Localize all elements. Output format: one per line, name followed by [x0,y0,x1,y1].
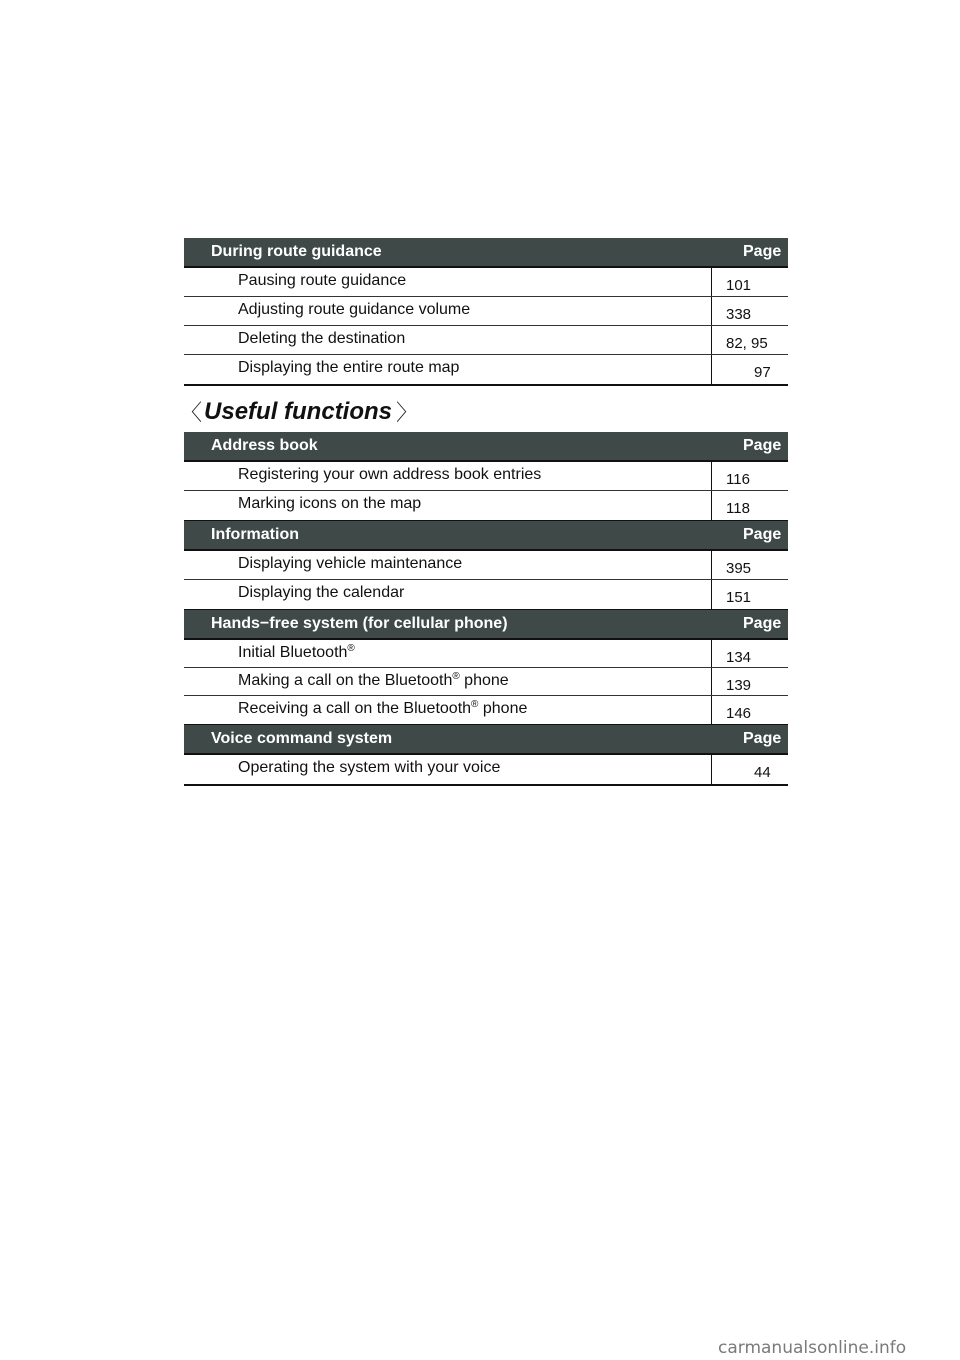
table-row [184,696,788,724]
page-number: 146 [711,696,788,724]
table-header [184,609,788,640]
table-row [184,491,788,520]
row-label: Displaying the calendar [238,584,405,601]
table-row [184,462,788,491]
row-label-text: Initial Bluetooth [238,644,348,661]
table-row [184,580,788,609]
row-label-suffix: phone [459,672,509,689]
row-label-text: Receiving a call on the Bluetooth [238,700,472,717]
page-number: 101 [711,268,788,296]
table-row [184,297,788,326]
table-row [184,551,788,580]
section-title-text: Useful functions [204,397,393,425]
header-title: Hands−free system (for cellular phone) [211,615,508,632]
table-header [184,520,788,551]
row-label: Deleting the destination [238,330,406,347]
row-label-suffix: phone [478,700,528,717]
page-number: 134 [711,640,788,667]
table-row [184,268,788,297]
page-number: 151 [711,580,788,609]
page-number: 118 [711,491,788,520]
page-number: 338 [711,297,788,325]
row-label: Registering your own address book entries [238,466,542,483]
page-column-label: Page [743,615,782,632]
watermark: carmanualsonline.info [718,1338,907,1358]
section-title [180,396,418,427]
table-row [184,668,788,696]
header-title: During route guidance [211,243,382,260]
page-column-label: Page [743,526,782,543]
row-label: Operating the system with your voice [238,759,501,776]
row-label: Displaying the entire route map [238,359,460,376]
table-header [184,238,788,268]
registered-mark: ® [347,643,355,654]
row-label-text: Making a call on the Bluetooth [238,672,453,689]
open-bracket: 〈 [180,400,203,425]
row-label: Pausing route guidance [238,272,407,289]
page-column-label: Page [743,437,782,454]
page-number: 97 [711,355,788,384]
route-guidance-table [184,238,788,386]
row-label [184,668,711,695]
registered-mark: ® [471,699,479,710]
page-number: 44 [711,755,788,784]
header-title: Voice command system [211,730,393,747]
page-number: 395 [711,551,788,579]
header-title: Information [211,526,299,543]
table-row [184,755,788,784]
page-column-label: Page [743,243,782,260]
row-label [184,696,711,724]
row-label: Marking icons on the map [238,495,422,512]
page-number: 116 [711,462,788,490]
header-title: Address book [211,437,318,454]
page-number: 82, 95 [711,326,788,354]
table-row [184,640,788,668]
row-label: Displaying vehicle maintenance [238,555,463,572]
useful-functions-table [184,432,788,786]
registered-mark: ® [452,671,460,682]
close-bracket: 〉 [396,400,419,425]
row-label [184,640,711,667]
row-label: Adjusting route guidance volume [238,301,471,318]
table-header [184,432,788,462]
table-row [184,326,788,355]
table-row [184,355,788,384]
page-column-label: Page [743,730,782,747]
table-header [184,724,788,755]
page-number: 139 [711,668,788,695]
